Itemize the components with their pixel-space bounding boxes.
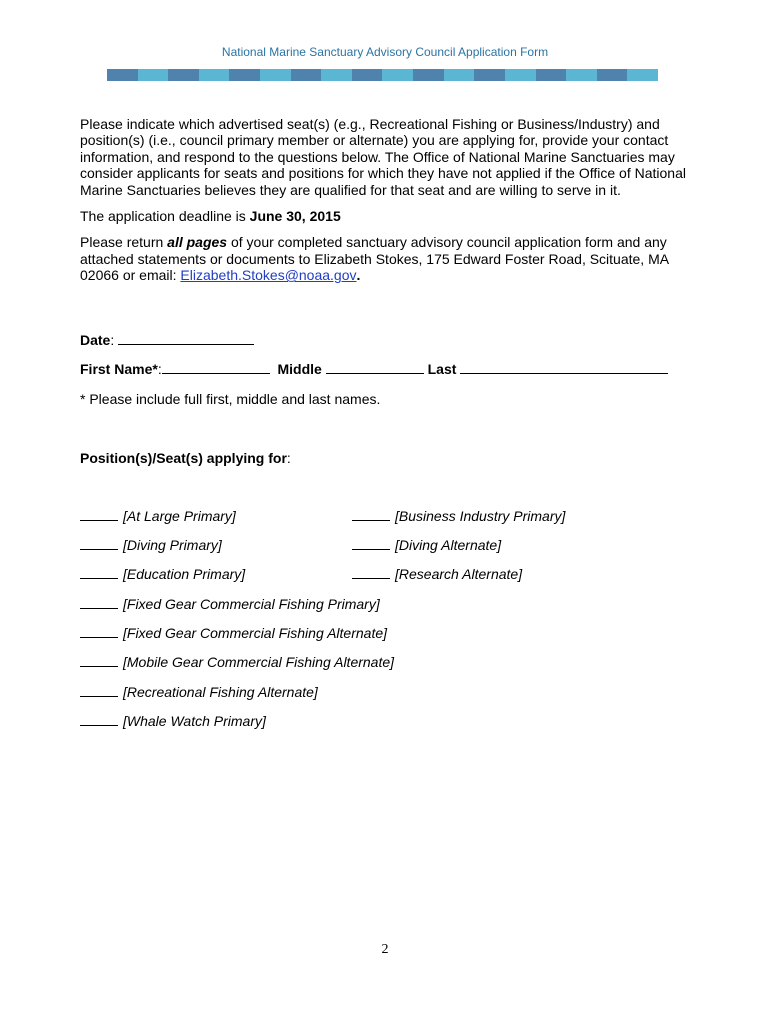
deadline-line: [80, 208, 690, 224]
seat-checkbox[interactable]: [80, 508, 118, 521]
return-suffix: .: [356, 267, 361, 284]
seat-checkbox[interactable]: [352, 537, 390, 550]
header-stripe: [107, 69, 658, 81]
return-prefix: Please return: [80, 234, 168, 251]
seat-label: [Fixed Gear Commercial Fishing Primary]: [123, 596, 380, 612]
date-label: Date: [80, 332, 111, 348]
name-note: * Please include full first, middle and last names.: [80, 391, 381, 407]
seat-item: [80, 537, 222, 553]
seat-item: [80, 596, 380, 612]
seat-item: [80, 654, 394, 670]
date-field[interactable]: [118, 332, 254, 345]
seat-checkbox[interactable]: [80, 596, 118, 609]
seat-item: [80, 566, 245, 582]
seat-label: [Business Industry Primary]: [395, 508, 566, 524]
date-row: Date:: [80, 332, 254, 348]
seat-checkbox[interactable]: [352, 508, 390, 521]
last-name-label: Last: [427, 361, 457, 377]
seat-item: [80, 713, 266, 729]
seat-label: [Diving Alternate]: [395, 537, 502, 553]
deadline-prefix: The application deadline is: [80, 208, 250, 225]
last-name-field[interactable]: [460, 361, 668, 374]
seat-label: [Mobile Gear Commercial Fishing Alternate]: [123, 654, 395, 670]
seat-checkbox[interactable]: [80, 654, 118, 667]
seat-checkbox[interactable]: [352, 566, 390, 579]
seat-item: [80, 508, 236, 524]
seat-item: [352, 537, 501, 553]
return-paragraph: [80, 234, 690, 283]
seat-checkbox[interactable]: [80, 713, 118, 726]
seat-item: [80, 684, 318, 700]
seat-checkbox[interactable]: [80, 684, 118, 697]
first-name-label: First Name*: [80, 361, 158, 377]
deadline-date: June 30, 2015: [249, 208, 341, 225]
seat-checkbox[interactable]: [80, 566, 118, 579]
seat-label: [Research Alternate]: [395, 566, 523, 582]
seat-item: [352, 508, 565, 524]
seat-label: [Diving Primary]: [123, 537, 222, 553]
instructions: [80, 116, 690, 284]
form-title: National Marine Sanctuary Advisory Council Application Form: [221, 45, 549, 59]
return-middle: of your completed sanctuary advisory council application form and any attached statements or documents to Elizabeth Stokes, 175 Edward Foster Road, Scituate, MA 02066 or email:: [80, 234, 669, 284]
middle-name-field[interactable]: [326, 361, 424, 374]
name-row: First Name*: Middle Last: [80, 361, 668, 377]
email-link[interactable]: Elizabeth.Stokes@noaa.gov: [180, 267, 357, 284]
middle-name-label: Middle: [277, 361, 322, 377]
intro-paragraph: Please indicate which advertised seat(s) (e.g., Recreational Fishing or Business/Industry) and position(s) (i.e., council primary member or alternate) you are applying for, provide your contact information, and respond to the questions below. The Office of National Marine Sanctuaries may consider applicants for seats and positions for which they have not applied if the Office of National Marine Sanctuaries believes they are qualified for that seat and are willing to serve in it.: [80, 116, 686, 198]
seat-label: [Whale Watch Primary]: [123, 713, 266, 729]
seat-label: [Education Primary]: [123, 566, 246, 582]
positions-heading: Position(s)/Seat(s) applying for:: [80, 450, 291, 466]
seat-checkbox[interactable]: [80, 537, 118, 550]
seat-checkbox[interactable]: [80, 625, 118, 638]
seat-label: [Fixed Gear Commercial Fishing Alternate]: [123, 625, 388, 641]
return-emphasis: all pages: [167, 234, 228, 251]
seat-label: [At Large Primary]: [123, 508, 236, 524]
seat-item: [80, 625, 387, 641]
seat-item: [352, 566, 522, 582]
seat-label: [Recreational Fishing Alternate]: [123, 684, 318, 700]
first-name-field[interactable]: [162, 361, 270, 374]
page-number: 2: [381, 942, 389, 957]
